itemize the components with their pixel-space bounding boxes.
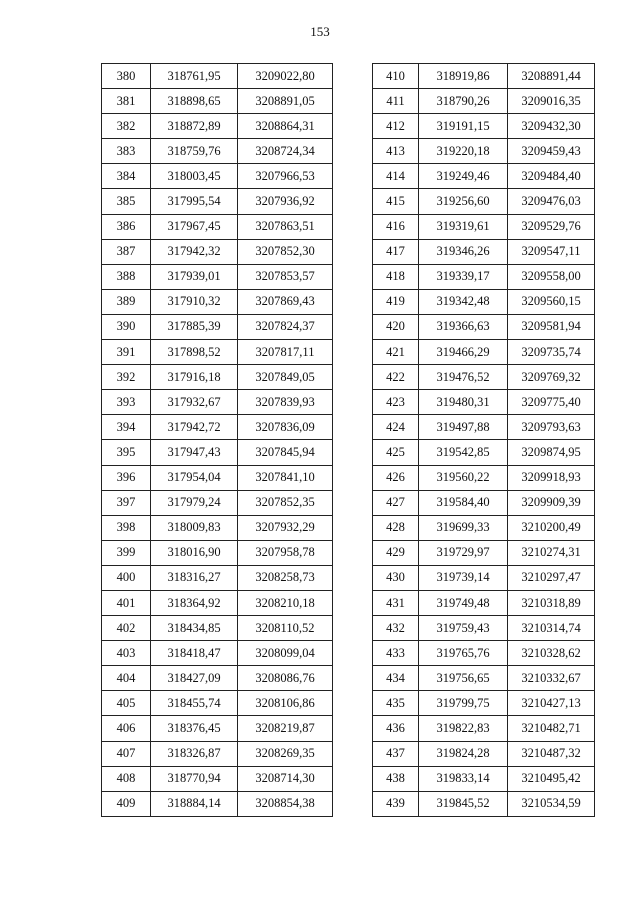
x-coordinate-cell: 318919,86 — [419, 64, 508, 89]
point-number-cell: 431 — [373, 590, 419, 615]
y-coordinate-cell: 3207852,35 — [238, 490, 333, 515]
table-row — [373, 289, 595, 314]
table-row — [373, 64, 595, 89]
table-row — [373, 766, 595, 791]
y-coordinate-cell: 3210427,13 — [508, 691, 595, 716]
y-coordinate-cell: 3210487,32 — [508, 741, 595, 766]
x-coordinate-cell: 319191,15 — [419, 114, 508, 139]
point-number-cell: 383 — [102, 139, 151, 164]
table-row — [102, 365, 333, 390]
y-coordinate-cell: 3209558,00 — [508, 264, 595, 289]
y-coordinate-cell: 3209022,80 — [238, 64, 333, 89]
table-row — [373, 415, 595, 440]
x-coordinate-cell: 319845,52 — [419, 791, 508, 816]
x-coordinate-cell: 319560,22 — [419, 465, 508, 490]
x-coordinate-cell: 318770,94 — [151, 766, 238, 791]
coordinates-table-left — [101, 63, 333, 817]
point-number-cell: 430 — [373, 565, 419, 590]
point-number-cell: 390 — [102, 314, 151, 339]
x-coordinate-cell: 319833,14 — [419, 766, 508, 791]
x-coordinate-cell: 318376,45 — [151, 716, 238, 741]
y-coordinate-cell: 3207966,53 — [238, 164, 333, 189]
point-number-cell: 417 — [373, 239, 419, 264]
table-row — [102, 490, 333, 515]
table-row — [102, 89, 333, 114]
x-coordinate-cell: 317954,04 — [151, 465, 238, 490]
x-coordinate-cell: 319749,48 — [419, 590, 508, 615]
y-coordinate-cell: 3209560,15 — [508, 289, 595, 314]
point-number-cell: 394 — [102, 415, 151, 440]
table-row — [373, 791, 595, 816]
table-row — [373, 691, 595, 716]
y-coordinate-cell: 3208258,73 — [238, 565, 333, 590]
y-coordinate-cell: 3208714,30 — [238, 766, 333, 791]
table-row — [102, 791, 333, 816]
table-row — [102, 540, 333, 565]
y-coordinate-cell: 3207841,10 — [238, 465, 333, 490]
point-number-cell: 437 — [373, 741, 419, 766]
y-coordinate-cell: 3208724,34 — [238, 139, 333, 164]
table-row — [102, 189, 333, 214]
x-coordinate-cell: 319739,14 — [419, 565, 508, 590]
y-coordinate-cell: 3208891,44 — [508, 64, 595, 89]
x-coordinate-cell: 317910,32 — [151, 289, 238, 314]
point-number-cell: 404 — [102, 666, 151, 691]
y-coordinate-cell: 3209735,74 — [508, 340, 595, 365]
y-coordinate-cell: 3208099,04 — [238, 641, 333, 666]
y-coordinate-cell: 3208086,76 — [238, 666, 333, 691]
point-number-cell: 427 — [373, 490, 419, 515]
x-coordinate-cell: 319319,61 — [419, 214, 508, 239]
y-coordinate-cell: 3207869,43 — [238, 289, 333, 314]
x-coordinate-cell: 319765,76 — [419, 641, 508, 666]
y-coordinate-cell: 3210534,59 — [508, 791, 595, 816]
point-number-cell: 439 — [373, 791, 419, 816]
point-number-cell: 410 — [373, 64, 419, 89]
point-number-cell: 432 — [373, 616, 419, 641]
x-coordinate-cell: 319584,40 — [419, 490, 508, 515]
y-coordinate-cell: 3207836,09 — [238, 415, 333, 440]
x-coordinate-cell: 318427,09 — [151, 666, 238, 691]
x-coordinate-cell: 319256,60 — [419, 189, 508, 214]
x-coordinate-cell: 319466,29 — [419, 340, 508, 365]
x-coordinate-cell: 318872,89 — [151, 114, 238, 139]
table-row — [373, 114, 595, 139]
point-number-cell: 393 — [102, 390, 151, 415]
point-number-cell: 412 — [373, 114, 419, 139]
y-coordinate-cell: 3209581,94 — [508, 314, 595, 339]
table-row — [102, 390, 333, 415]
y-coordinate-cell: 3207932,29 — [238, 515, 333, 540]
x-coordinate-cell: 317947,43 — [151, 440, 238, 465]
point-number-cell: 418 — [373, 264, 419, 289]
x-coordinate-cell: 319497,88 — [419, 415, 508, 440]
y-coordinate-cell: 3210482,71 — [508, 716, 595, 741]
x-coordinate-cell: 319729,97 — [419, 540, 508, 565]
table-row — [373, 239, 595, 264]
y-coordinate-cell: 3208891,05 — [238, 89, 333, 114]
table-row — [102, 716, 333, 741]
y-coordinate-cell: 3210297,47 — [508, 565, 595, 590]
point-number-cell: 424 — [373, 415, 419, 440]
y-coordinate-cell: 3209459,43 — [508, 139, 595, 164]
y-coordinate-cell: 3207849,05 — [238, 365, 333, 390]
point-number-cell: 420 — [373, 314, 419, 339]
point-number-cell: 429 — [373, 540, 419, 565]
table-row — [373, 616, 595, 641]
x-coordinate-cell: 319346,26 — [419, 239, 508, 264]
y-coordinate-cell: 3209918,93 — [508, 465, 595, 490]
point-number-cell: 425 — [373, 440, 419, 465]
y-coordinate-cell: 3209793,63 — [508, 415, 595, 440]
point-number-cell: 411 — [373, 89, 419, 114]
x-coordinate-cell: 317939,01 — [151, 264, 238, 289]
table-row — [102, 616, 333, 641]
x-coordinate-cell: 319339,17 — [419, 264, 508, 289]
page-number: 153 — [310, 24, 330, 39]
table-row — [102, 64, 333, 89]
point-number-cell: 413 — [373, 139, 419, 164]
point-number-cell: 426 — [373, 465, 419, 490]
point-number-cell: 386 — [102, 214, 151, 239]
x-coordinate-cell: 318326,87 — [151, 741, 238, 766]
point-number-cell: 397 — [102, 490, 151, 515]
point-number-cell: 380 — [102, 64, 151, 89]
table-row — [102, 741, 333, 766]
table-row — [373, 264, 595, 289]
table-row — [373, 164, 595, 189]
point-number-cell: 408 — [102, 766, 151, 791]
table-row — [373, 89, 595, 114]
point-number-cell: 436 — [373, 716, 419, 741]
y-coordinate-cell: 3209909,39 — [508, 490, 595, 515]
y-coordinate-cell: 3210328,62 — [508, 641, 595, 666]
table-row — [102, 641, 333, 666]
table-row — [373, 390, 595, 415]
x-coordinate-cell: 317967,45 — [151, 214, 238, 239]
point-number-cell: 421 — [373, 340, 419, 365]
table-row — [102, 415, 333, 440]
y-coordinate-cell: 3208854,38 — [238, 791, 333, 816]
point-number-cell: 423 — [373, 390, 419, 415]
table-row — [373, 741, 595, 766]
table-row — [102, 340, 333, 365]
y-coordinate-cell: 3209016,35 — [508, 89, 595, 114]
table-row — [102, 590, 333, 615]
table-row — [102, 515, 333, 540]
point-number-cell: 395 — [102, 440, 151, 465]
x-coordinate-cell: 318761,95 — [151, 64, 238, 89]
x-coordinate-cell: 318016,90 — [151, 540, 238, 565]
point-number-cell: 385 — [102, 189, 151, 214]
x-coordinate-cell: 318898,65 — [151, 89, 238, 114]
y-coordinate-cell: 3208219,87 — [238, 716, 333, 741]
table-row — [102, 139, 333, 164]
x-coordinate-cell: 319342,48 — [419, 289, 508, 314]
point-number-cell: 434 — [373, 666, 419, 691]
x-coordinate-cell: 318884,14 — [151, 791, 238, 816]
y-coordinate-cell: 3207824,37 — [238, 314, 333, 339]
y-coordinate-cell: 3209547,11 — [508, 239, 595, 264]
x-coordinate-cell: 318364,92 — [151, 590, 238, 615]
table-row — [373, 139, 595, 164]
table-row — [373, 716, 595, 741]
point-number-cell: 381 — [102, 89, 151, 114]
x-coordinate-cell: 318003,45 — [151, 164, 238, 189]
y-coordinate-cell: 3210318,89 — [508, 590, 595, 615]
y-coordinate-cell: 3209476,03 — [508, 189, 595, 214]
table-row — [373, 340, 595, 365]
coordinates-table-right — [372, 63, 595, 817]
table-row — [373, 465, 595, 490]
point-number-cell: 419 — [373, 289, 419, 314]
point-number-cell: 406 — [102, 716, 151, 741]
x-coordinate-cell: 317995,54 — [151, 189, 238, 214]
point-number-cell: 414 — [373, 164, 419, 189]
table-row — [373, 440, 595, 465]
x-coordinate-cell: 318790,26 — [419, 89, 508, 114]
y-coordinate-cell: 3207817,11 — [238, 340, 333, 365]
table-row — [373, 314, 595, 339]
point-number-cell: 389 — [102, 289, 151, 314]
table-row — [373, 590, 595, 615]
y-coordinate-cell: 3208210,18 — [238, 590, 333, 615]
y-coordinate-cell: 3208269,35 — [238, 741, 333, 766]
x-coordinate-cell: 319249,46 — [419, 164, 508, 189]
table-row — [373, 565, 595, 590]
table-row — [373, 515, 595, 540]
x-coordinate-cell: 319480,31 — [419, 390, 508, 415]
y-coordinate-cell: 3209529,76 — [508, 214, 595, 239]
point-number-cell: 396 — [102, 465, 151, 490]
y-coordinate-cell: 3210314,74 — [508, 616, 595, 641]
x-coordinate-cell: 319759,43 — [419, 616, 508, 641]
point-number-cell: 391 — [102, 340, 151, 365]
point-number-cell: 401 — [102, 590, 151, 615]
y-coordinate-cell: 3210495,42 — [508, 766, 595, 791]
point-number-cell: 415 — [373, 189, 419, 214]
point-number-cell: 398 — [102, 515, 151, 540]
x-coordinate-cell: 317979,24 — [151, 490, 238, 515]
table-row — [102, 164, 333, 189]
x-coordinate-cell: 318009,83 — [151, 515, 238, 540]
table-row — [102, 264, 333, 289]
point-number-cell: 433 — [373, 641, 419, 666]
y-coordinate-cell: 3209432,30 — [508, 114, 595, 139]
y-coordinate-cell: 3207839,93 — [238, 390, 333, 415]
point-number-cell: 422 — [373, 365, 419, 390]
point-number-cell: 438 — [373, 766, 419, 791]
point-number-cell: 400 — [102, 565, 151, 590]
table-row — [102, 766, 333, 791]
table-row — [373, 189, 595, 214]
point-number-cell: 382 — [102, 114, 151, 139]
table-row — [102, 214, 333, 239]
table-row — [102, 239, 333, 264]
y-coordinate-cell: 3207936,92 — [238, 189, 333, 214]
x-coordinate-cell: 317885,39 — [151, 314, 238, 339]
x-coordinate-cell: 318316,27 — [151, 565, 238, 590]
y-coordinate-cell: 3210332,67 — [508, 666, 595, 691]
y-coordinate-cell: 3209874,95 — [508, 440, 595, 465]
y-coordinate-cell: 3207852,30 — [238, 239, 333, 264]
table-row — [373, 666, 595, 691]
table-row — [373, 365, 595, 390]
x-coordinate-cell: 317916,18 — [151, 365, 238, 390]
table-row — [102, 465, 333, 490]
table-row — [102, 289, 333, 314]
y-coordinate-cell: 3209775,40 — [508, 390, 595, 415]
x-coordinate-cell: 319699,33 — [419, 515, 508, 540]
x-coordinate-cell: 318455,74 — [151, 691, 238, 716]
point-number-cell: 402 — [102, 616, 151, 641]
x-coordinate-cell: 319822,83 — [419, 716, 508, 741]
point-number-cell: 409 — [102, 791, 151, 816]
table-row — [102, 666, 333, 691]
point-number-cell: 403 — [102, 641, 151, 666]
y-coordinate-cell: 3208110,52 — [238, 616, 333, 641]
y-coordinate-cell: 3208106,86 — [238, 691, 333, 716]
table-row — [102, 691, 333, 716]
table-row — [373, 641, 595, 666]
y-coordinate-cell: 3209769,32 — [508, 365, 595, 390]
y-coordinate-cell: 3207863,51 — [238, 214, 333, 239]
point-number-cell: 407 — [102, 741, 151, 766]
x-coordinate-cell: 319824,28 — [419, 741, 508, 766]
x-coordinate-cell: 319542,85 — [419, 440, 508, 465]
x-coordinate-cell: 317932,67 — [151, 390, 238, 415]
point-number-cell: 405 — [102, 691, 151, 716]
point-number-cell: 435 — [373, 691, 419, 716]
point-number-cell: 416 — [373, 214, 419, 239]
x-coordinate-cell: 318759,76 — [151, 139, 238, 164]
y-coordinate-cell: 3208864,31 — [238, 114, 333, 139]
x-coordinate-cell: 318418,47 — [151, 641, 238, 666]
table-row — [102, 114, 333, 139]
y-coordinate-cell: 3210200,49 — [508, 515, 595, 540]
y-coordinate-cell: 3207845,94 — [238, 440, 333, 465]
x-coordinate-cell: 317942,32 — [151, 239, 238, 264]
table-row — [102, 565, 333, 590]
point-number-cell: 392 — [102, 365, 151, 390]
point-number-cell: 387 — [102, 239, 151, 264]
table-row — [102, 314, 333, 339]
table-row — [373, 490, 595, 515]
table-row — [102, 440, 333, 465]
x-coordinate-cell: 317898,52 — [151, 340, 238, 365]
x-coordinate-cell: 319476,52 — [419, 365, 508, 390]
y-coordinate-cell: 3209484,40 — [508, 164, 595, 189]
x-coordinate-cell: 319220,18 — [419, 139, 508, 164]
x-coordinate-cell: 319799,75 — [419, 691, 508, 716]
x-coordinate-cell: 317942,72 — [151, 415, 238, 440]
y-coordinate-cell: 3207958,78 — [238, 540, 333, 565]
x-coordinate-cell: 319366,63 — [419, 314, 508, 339]
x-coordinate-cell: 318434,85 — [151, 616, 238, 641]
point-number-cell: 428 — [373, 515, 419, 540]
table-row — [373, 214, 595, 239]
table-row — [373, 540, 595, 565]
y-coordinate-cell: 3210274,31 — [508, 540, 595, 565]
point-number-cell: 399 — [102, 540, 151, 565]
point-number-cell: 384 — [102, 164, 151, 189]
point-number-cell: 388 — [102, 264, 151, 289]
x-coordinate-cell: 319756,65 — [419, 666, 508, 691]
y-coordinate-cell: 3207853,57 — [238, 264, 333, 289]
